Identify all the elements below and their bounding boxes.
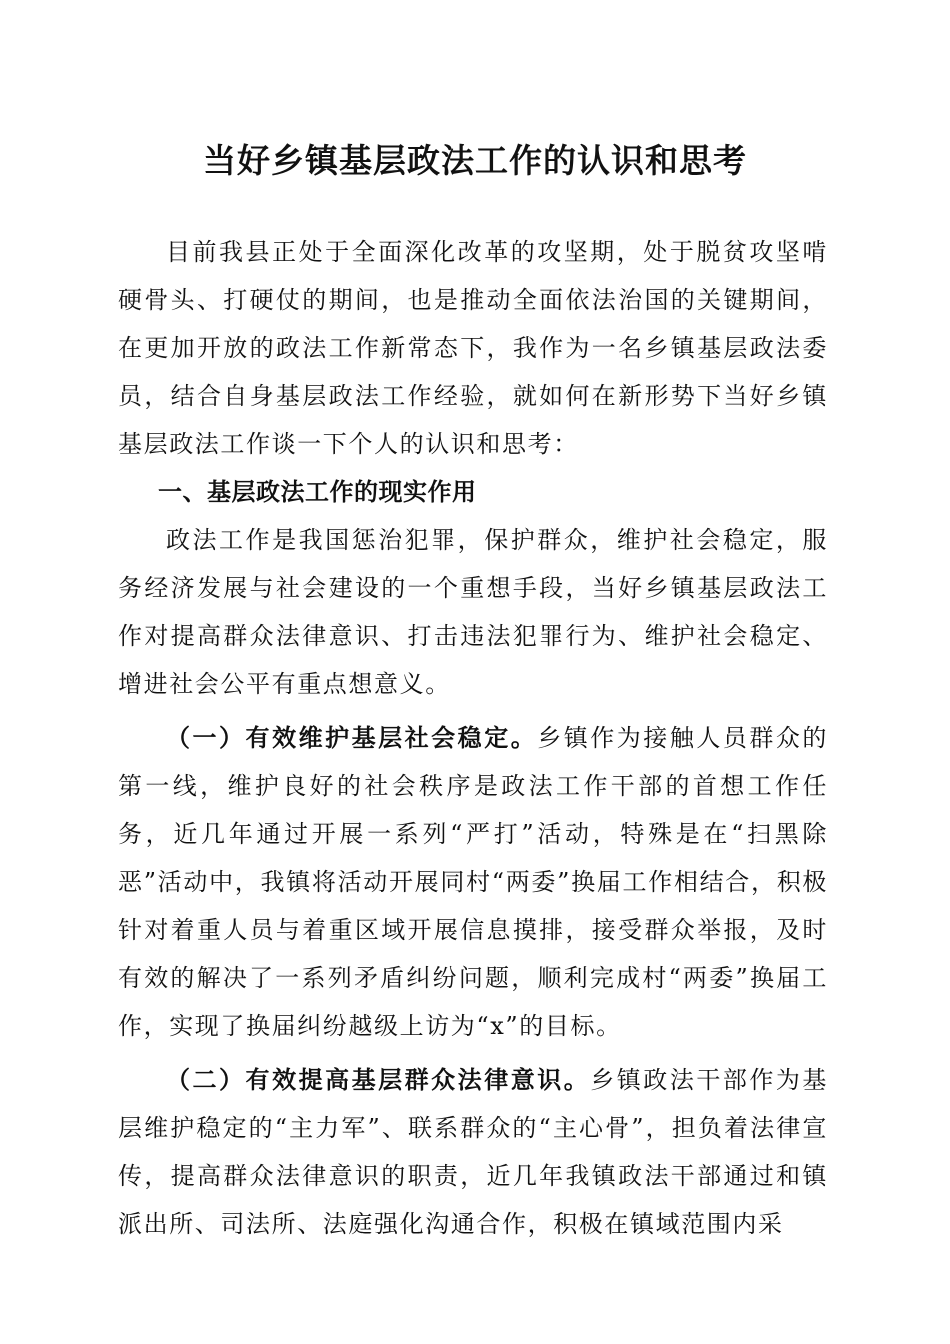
document-title: 当好乡镇基层政法工作的认识和思考 [203, 141, 747, 180]
section-1-paragraph: 政法工作是我国惩治犯罪，保护群众，维护社会稳定，服务经济发展与社会建设的一个重想手段，当好乡镇基层政法工作对提高群众法律意识、打击违法犯罪行为、维护社会稳定、增进社会公平有重点想意义。 [118, 526, 828, 698]
section-heading-1: 一、基层政法工作的现实作用 [158, 478, 477, 506]
item-2-lead: （二）有效提高基层群众法律意识。 [166, 1065, 591, 1094]
document-body [118, 228, 828, 1248]
item-2-text: 乡镇政法干部作为基层维护稳定的“主力军”、联系群众的“主心骨”，担负着法律宣传，提高群众法律意识的职责，近几年我镇政法干部通过和镇派出所、司法所、法庭强化沟通合作，积极在镇域范围内采 [118, 1066, 828, 1238]
item-1-paragraph [118, 714, 828, 1050]
item-1-text: 乡镇作为接触人员群众的第一线，维护良好的社会秩序是政法工作干部的首想工作任务，近几年通过开展一系列“严打”活动，特殊是在“扫黑除恶”活动中，我镇将活动开展同村“两委”换届工作相结合，积极针对着重人员与着重区域开展信息摸排，接受群众举报，及时有效的解决了一系列矛盾纠纷问题，顺利完成村“两委”换届工作，实现了换届纠纷越级上访为“x”的目标。 [118, 724, 828, 1040]
intro-paragraph: 目前我县正处于全面深化改革的攻坚期，处于脱贫攻坚啃硬骨头、打硬仗的期间，也是推动全面依法治国的关键期间，在更加开放的政法工作新常态下，我作为一名乡镇基层政法委员，结合自身基层政法工作经验，就如何在新形势下当好乡镇基层政法工作谈一下个人的认识和思考： [118, 238, 828, 458]
item-2-paragraph [118, 1056, 828, 1248]
item-1-lead: （一）有效维护基层社会稳定。 [166, 723, 538, 752]
